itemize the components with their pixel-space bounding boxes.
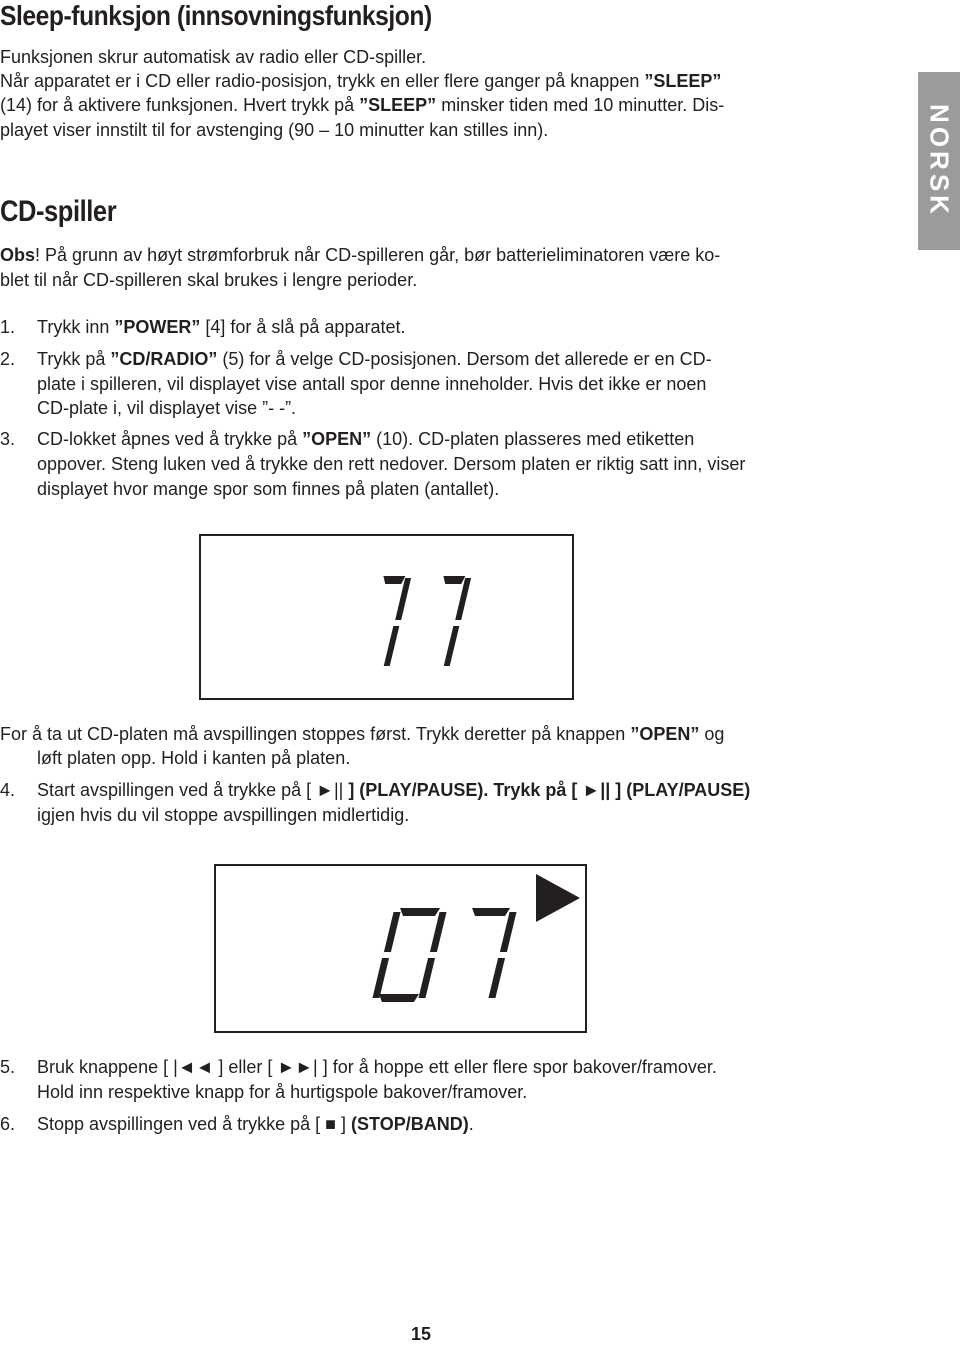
bold-text: ”CD/RADIO”	[110, 349, 218, 369]
text: (14) for å aktivere funksjonen. Hvert trykk på	[0, 95, 360, 115]
text: og	[699, 724, 725, 744]
text-line	[0, 118, 548, 142]
text: plate i spilleren, vil displayet vise antall spor denne inneholder. Hvis det ikke er noen	[37, 374, 707, 394]
text-line	[37, 746, 350, 770]
lcd-display-playing-track	[214, 864, 587, 1033]
text-line	[0, 45, 426, 69]
text-line	[0, 268, 417, 292]
play-icon	[536, 874, 580, 922]
bold-text: (STOP/BAND)	[351, 1114, 469, 1134]
bold-text: ”SLEEP”	[644, 71, 722, 91]
seven-segment-digits-11	[201, 536, 572, 698]
bold-text: ”POWER”	[114, 317, 201, 337]
text: (5) for å velge CD-posisjonen. Dersom det allerede er en CD-	[217, 349, 712, 369]
text: ! På grunn av høyt strømforbruk når CD-spilleren går, bør batterieliminatoren være ko-	[35, 245, 721, 265]
text-line	[0, 722, 724, 746]
text-line	[0, 243, 720, 267]
section-heading-cd-spiller: CD-spiller	[0, 195, 117, 228]
text-line	[37, 315, 406, 339]
text: Når apparatet er i CD eller radio-posisjon, trykk en eller flere ganger på knappen	[0, 71, 645, 91]
text-line	[37, 1080, 527, 1104]
text: Stopp avspillingen ved å trykke på [ ■ ]	[37, 1114, 352, 1134]
bold-text: ”OPEN”	[630, 724, 700, 744]
bold-text: ”OPEN”	[302, 429, 372, 449]
text: Trykk på	[37, 349, 111, 369]
text-line	[37, 347, 712, 371]
text: displayet hvor mange spor som finnes på platen (antallet).	[37, 479, 500, 499]
text: oppover. Steng luken ved å trykke den rett nedover. Dersom platen er riktig satt inn, viser	[37, 454, 746, 474]
page-number: 15	[411, 1324, 432, 1344]
text: Hold inn respektive knapp for å hurtigspole bakover/framover.	[37, 1082, 528, 1102]
seven-segment-digits-07	[372, 908, 517, 1002]
text-line	[37, 1055, 717, 1079]
text: CD-plate i, vil displayet vise ”- -”.	[37, 398, 297, 418]
text: minsker tiden med 10 minutter. Dis-	[436, 95, 725, 115]
bold-text: ] (PLAY/PAUSE). Trykk på [ ►|| ] (PLAY/PAUSE)	[348, 780, 751, 800]
text: [4] for å slå på apparatet.	[200, 317, 406, 337]
text-line	[37, 1112, 474, 1136]
bold-text: Obs	[0, 245, 36, 265]
text-line	[37, 396, 296, 420]
language-tab: NORSK	[918, 72, 960, 250]
text: Bruk knappene [ |◄◄ ] eller [ ►►| ] for å hoppe ett eller flere spor bakover/framover.	[37, 1057, 717, 1077]
text: blet til når CD-spilleren skal brukes i lengre perioder.	[0, 270, 418, 290]
text: Start avspillingen ved å trykke på [ ►||	[37, 780, 349, 800]
text-line	[0, 93, 724, 117]
text: løft platen opp. Hold i kanten på platen.	[37, 748, 351, 768]
text: Funksjonen skrur automatisk av radio eller CD-spiller.	[0, 47, 427, 67]
text-line	[37, 778, 750, 802]
text: .	[468, 1114, 474, 1134]
text: CD-lokket åpnes ved å trykke på	[37, 429, 303, 449]
text-line	[0, 69, 721, 93]
text: (10). CD-platen plasseres med etiketten	[371, 429, 695, 449]
text-line	[37, 477, 499, 501]
page-title: Sleep-funksjon (innsovningsfunksjon)	[0, 0, 432, 31]
text: Trykk inn	[37, 317, 115, 337]
text-line	[37, 372, 706, 396]
bold-text: ”SLEEP”	[359, 95, 437, 115]
lcd-display-track-count	[199, 534, 574, 700]
text-line	[37, 803, 409, 827]
text: playet viser innstilt til for avstenging (90 – 10 minutter kan stilles inn).	[0, 120, 549, 140]
text-line	[37, 452, 745, 476]
text-line	[37, 427, 694, 451]
text: igjen hvis du vil stoppe avspillingen midlertidig.	[37, 805, 410, 825]
text: For å ta ut CD-platen må avspillingen stoppes først. Trykk deretter på knappen	[0, 724, 631, 744]
